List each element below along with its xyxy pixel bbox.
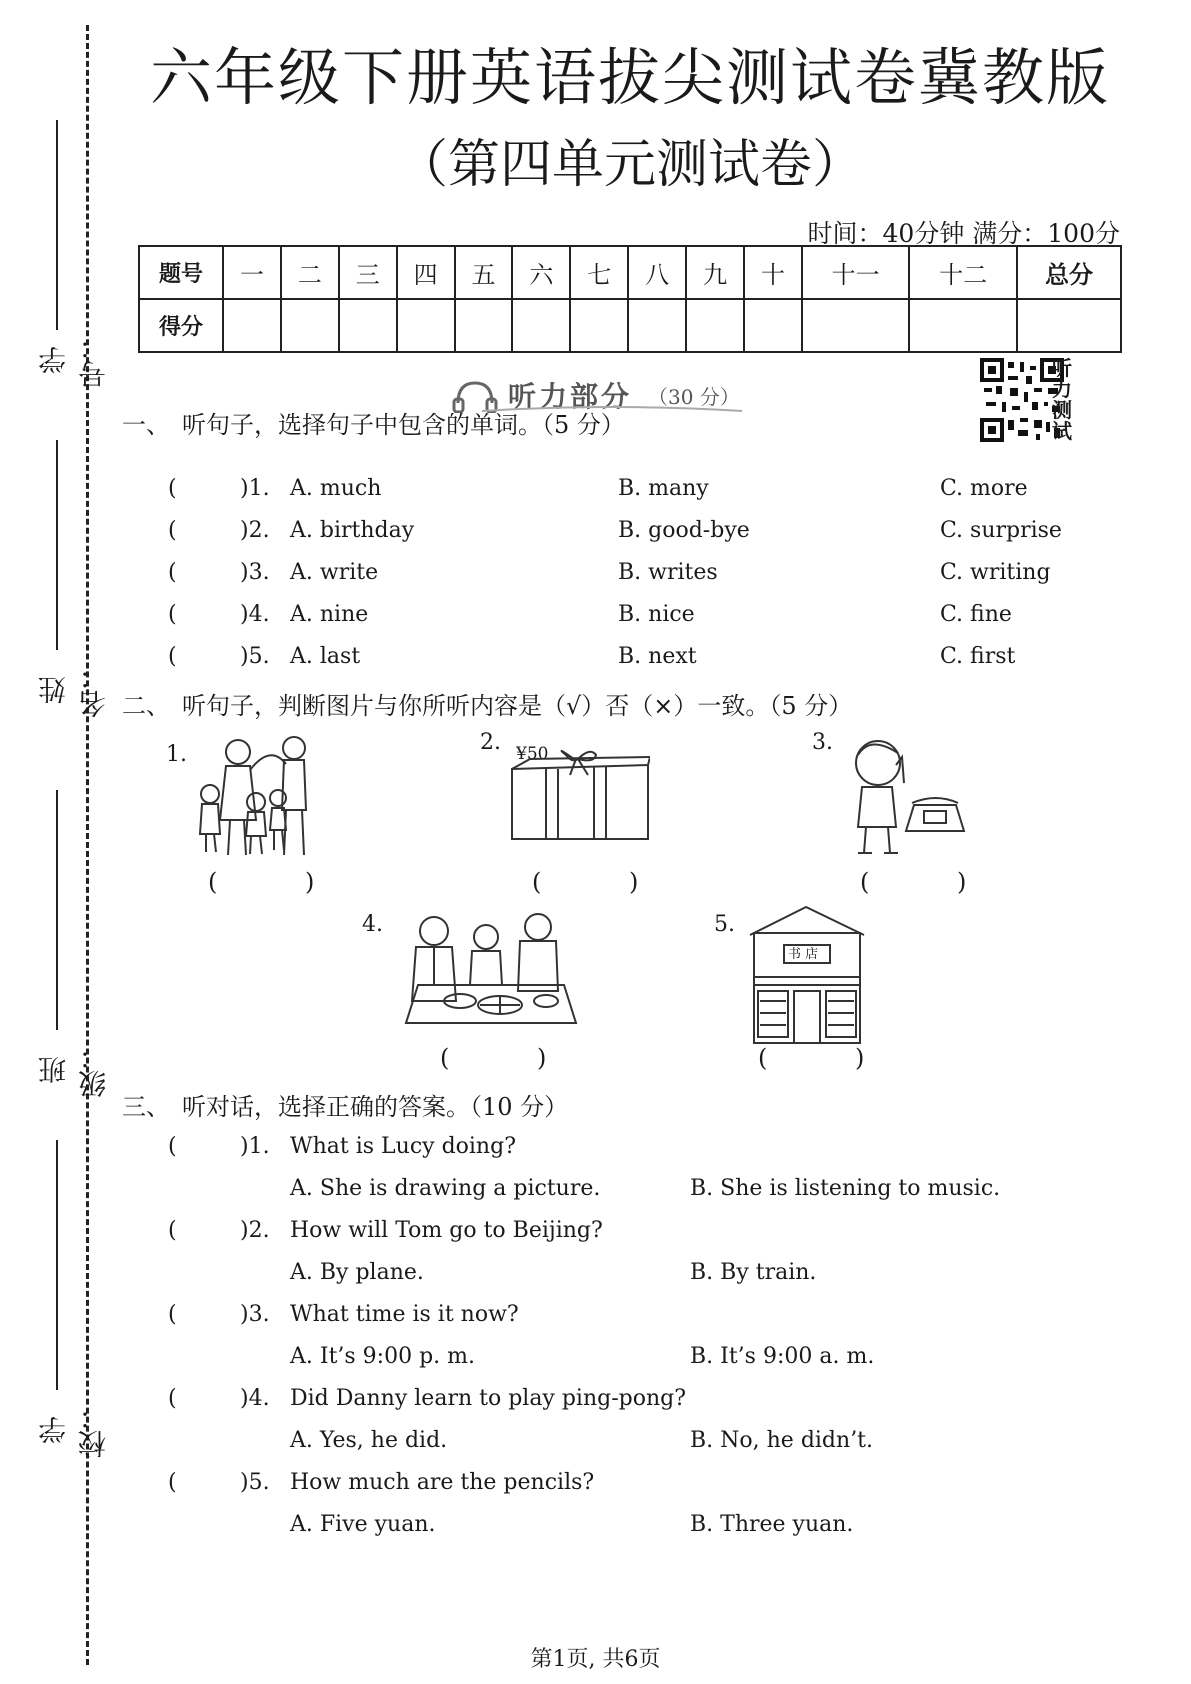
question-text: What is Lucy doing?	[290, 1134, 516, 1159]
option-a: A. write	[290, 560, 379, 585]
section-points: （5 分）	[769, 692, 853, 720]
question-text: What time is it now?	[290, 1302, 519, 1327]
section-text: 听对话，选择正确的答案。	[182, 1093, 470, 1121]
column-header: 六	[512, 246, 570, 299]
answer-blank[interactable]: (	[168, 518, 177, 543]
section-number: 一、	[122, 411, 170, 439]
score-table-header-row	[139, 246, 1121, 299]
class-label: 班级：	[37, 1042, 110, 1098]
option-a: A. nine	[290, 602, 369, 627]
question-text: Did Danny learn to play ping-pong?	[290, 1386, 687, 1411]
gift-box-picture	[510, 745, 650, 845]
column-header: 二	[281, 246, 339, 299]
school-label: 学校：	[37, 1402, 110, 1458]
answer-blank[interactable]: (	[168, 1470, 177, 1495]
option-c: C. first	[940, 644, 1016, 669]
column-header: 三	[339, 246, 397, 299]
question-number: )3.	[240, 560, 270, 585]
score-cell[interactable]	[223, 299, 281, 352]
family-meal-picture	[400, 905, 580, 1035]
score-cell[interactable]	[339, 299, 397, 352]
section-points: （5 分）	[542, 411, 625, 439]
page-footer: 第1页, 共6页	[530, 1647, 661, 1672]
listening-score: （30 分）	[648, 385, 740, 409]
score-cell[interactable]	[281, 299, 339, 352]
student-no-line	[56, 120, 58, 330]
option-c: C. writing	[940, 560, 1051, 585]
qr-label: 听力测试	[1052, 356, 1072, 443]
answer-blank[interactable]: (	[168, 1302, 177, 1327]
option-a: A. By plane.	[290, 1260, 424, 1285]
column-header: 九	[686, 246, 744, 299]
option-b: B. It’s 9:00 a. m.	[690, 1344, 875, 1369]
option-c: C. fine	[940, 602, 1012, 627]
page-subtitle: （第四单元测试卷）	[395, 135, 864, 195]
school-line	[56, 1140, 58, 1390]
answer-blank[interactable]: (	[168, 1134, 177, 1159]
column-header: 七	[570, 246, 628, 299]
option-a: A. Yes, he did.	[290, 1428, 448, 1453]
price-tag: ¥50	[516, 744, 549, 764]
name-label: 姓名：	[37, 662, 110, 718]
row-label-score: 得分	[139, 299, 223, 352]
section-text: 听句子，判断图片与你所听内容是（√）否（×）一致。	[182, 692, 770, 720]
score-cell[interactable]	[397, 299, 455, 352]
column-header: 十	[744, 246, 802, 299]
column-header: 十一	[802, 246, 910, 299]
section-number: 三、	[122, 1093, 170, 1121]
boy-telephone-picture	[840, 735, 970, 860]
score-cell[interactable]	[570, 299, 628, 352]
option-a: A. last	[290, 644, 361, 669]
column-header: 五	[455, 246, 513, 299]
column-header: 一	[223, 246, 281, 299]
score-cell[interactable]	[512, 299, 570, 352]
question-number: )1.	[240, 1134, 270, 1159]
score-table-score-row	[139, 299, 1121, 352]
section-points: （10 分）	[470, 1093, 569, 1121]
option-a: A. Five yuan.	[290, 1512, 436, 1537]
question-text: How much are the pencils?	[290, 1470, 595, 1495]
score-cell[interactable]	[744, 299, 802, 352]
section-text: 听句子，选择句子中包含的单词。	[182, 411, 542, 439]
column-header: 四	[397, 246, 455, 299]
picture-number: 1.	[166, 742, 187, 767]
section-number: 二、	[122, 692, 170, 720]
option-b: B. By train.	[690, 1260, 817, 1285]
option-a: A. She is drawing a picture.	[290, 1176, 601, 1201]
option-b: B. next	[618, 644, 697, 669]
picture-number: 3.	[812, 730, 833, 755]
answer-blank[interactable]: ( )	[532, 868, 679, 896]
section-3-title	[122, 1087, 568, 1122]
question-number: )2.	[240, 1218, 270, 1243]
answer-blank[interactable]: (	[168, 1386, 177, 1411]
listening-title: 听力部分	[508, 380, 633, 413]
answer-blank[interactable]: ( )	[758, 1044, 905, 1072]
bookstore-sign: 书 店	[788, 947, 819, 962]
option-a: A. birthday	[290, 518, 415, 543]
section-1-title	[122, 405, 625, 440]
question-number: )1.	[240, 476, 270, 501]
page-title: 六年级下册英语拔尖测试卷冀教版	[149, 41, 1110, 114]
answer-blank[interactable]: (	[168, 1218, 177, 1243]
family-dancing-picture	[196, 730, 326, 860]
option-b: B. many	[618, 476, 709, 501]
name-line	[56, 440, 58, 650]
question-number: )5.	[240, 1470, 270, 1495]
question-text: How will Tom go to Beijing?	[290, 1218, 603, 1243]
row-label-question: 题号	[139, 246, 223, 299]
option-a: A. It’s 9:00 p. m.	[290, 1344, 476, 1369]
picture-number: 4.	[362, 912, 383, 937]
answer-blank[interactable]: ( )	[208, 868, 355, 896]
option-b: B. writes	[618, 560, 718, 585]
column-header: 十二	[909, 246, 1017, 299]
score-table	[138, 245, 1122, 353]
column-header: 八	[628, 246, 686, 299]
class-line	[56, 790, 58, 1030]
question-number: )3.	[240, 1302, 270, 1327]
answer-blank[interactable]: ( )	[860, 868, 1007, 896]
time-info: 时间：40分钟 满分：100分	[807, 219, 1120, 248]
answer-blank[interactable]: (	[168, 644, 177, 669]
option-a: A. much	[290, 476, 382, 501]
option-c: C. surprise	[940, 518, 1062, 543]
answer-blank[interactable]: (	[168, 476, 177, 501]
option-b: B. She is listening to music.	[690, 1176, 1001, 1201]
option-b: B. Three yuan.	[690, 1512, 854, 1537]
score-cell[interactable]	[686, 299, 744, 352]
student-no-label: 学号：	[37, 332, 110, 388]
score-cell[interactable]	[909, 299, 1017, 352]
question-number: )2.	[240, 518, 270, 543]
question-number: )4.	[240, 602, 270, 627]
score-cell[interactable]	[1017, 299, 1121, 352]
answer-blank[interactable]: ( )	[440, 1044, 587, 1072]
score-cell[interactable]	[455, 299, 513, 352]
picture-number: 5.	[714, 912, 735, 937]
option-b: B. good-bye	[618, 518, 750, 543]
score-cell[interactable]	[802, 299, 910, 352]
score-cell[interactable]	[628, 299, 686, 352]
answer-blank[interactable]: (	[168, 560, 177, 585]
question-number: )5.	[240, 644, 270, 669]
option-b: B. No, he didn’t.	[690, 1428, 874, 1453]
column-header-total: 总分	[1017, 246, 1121, 299]
bookstore-picture	[748, 905, 866, 1045]
question-number: )4.	[240, 1386, 270, 1411]
section-2-title	[122, 686, 852, 721]
answer-blank[interactable]: (	[168, 602, 177, 627]
picture-number: 2.	[480, 730, 501, 755]
option-c: C. more	[940, 476, 1028, 501]
option-b: B. nice	[618, 602, 695, 627]
